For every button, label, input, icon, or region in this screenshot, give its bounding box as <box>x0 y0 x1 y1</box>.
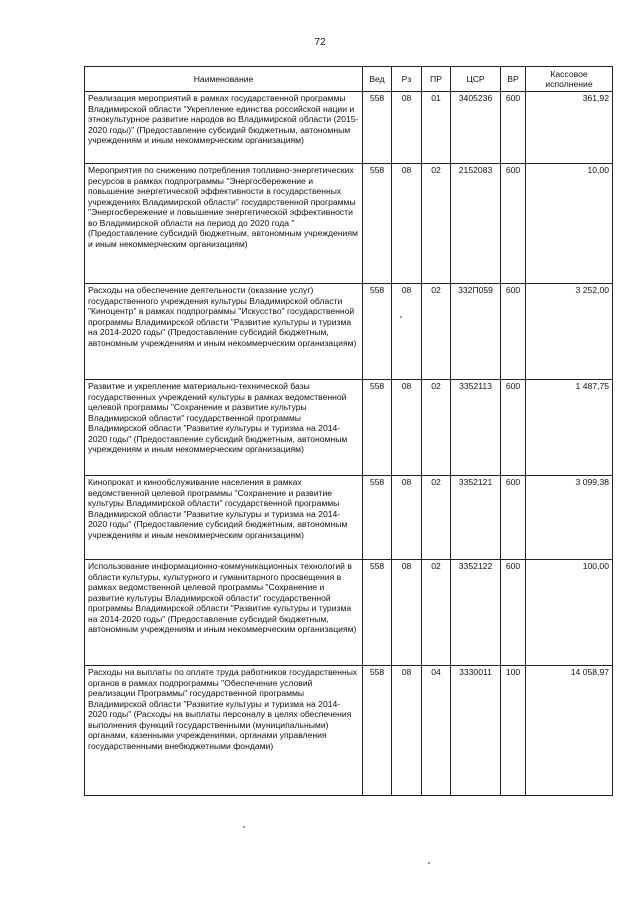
row-name: Использование информационно-коммуникационных технологий в области культуры, культурного и гуманитарного просвещения в рамках ведомственной целевой программы "Сохранение и развитие культуры Владимирской области" государственной программы Владимирской области "Развитие культуры и туризма на 2014-2020 годы" (Предоставление субсидий бюджетным, автономным учреждениям и иным некоммерческим организациям) <box>85 560 363 666</box>
row-vr: 600 <box>501 560 526 666</box>
row-name: Расходы на обеспечение деятельности (оказание услуг) государственного учреждения культуры Владимирской области "Киноцентр" в рамках подпрограммы "Искусство" государственной программы Владимирской области "Развитие культуры и туризма на 2014-2020 годы" (Предоставление субсидий бюджетным, автономным учреждениям и иным некоммерческим организациям) <box>85 284 363 380</box>
row-pr: 02 <box>422 284 451 380</box>
row-vr: 600 <box>501 476 526 560</box>
row-rz: 08 <box>392 666 422 796</box>
header-rz: Рз <box>392 67 422 92</box>
row-vr: 600 <box>501 380 526 476</box>
row-csr: 3405236 <box>451 92 501 164</box>
table-row <box>85 666 613 796</box>
row-pr: 02 <box>422 476 451 560</box>
row-pr: 02 <box>422 380 451 476</box>
row-pr: 04 <box>422 666 451 796</box>
row-rz: 08 <box>392 92 422 164</box>
row-name: Мероприятия по снижению потребления топливно-энергетических ресурсов в рамках подпрограммы "Энергосбережение и повышение энергетической эффективности в государственных учреждениях Владимирской области" государственной программы "Энергосбережение и повышение энергетической эффективности во Владимирской области на период до 2020 года " (Предоставление субсидий бюджетным, автономным учреждениям и иным некоммерческим организациям) <box>85 164 363 284</box>
row-amount: 361,92 <box>526 92 613 164</box>
table-row <box>85 284 613 380</box>
row-vr: 100 <box>501 666 526 796</box>
table-row <box>85 164 613 284</box>
scan-speck <box>243 826 245 828</box>
row-rz: 08 <box>392 164 422 284</box>
row-name: Развитие и укрепление материально-технической базы государственных учреждений культуры в рамках ведомственной целевой программы "Сохранение и развитие культуры Владимирской области" государственной программы Владимирской области "Развитие культуры и туризма на 2014-2020 годы" (Предоставление субсидий бюджетным, автономным учреждениям и иным некоммерческим организациям) <box>85 380 363 476</box>
row-pr: 01 <box>422 92 451 164</box>
row-amount: 10,00 <box>526 164 613 284</box>
row-csr: 3352122 <box>451 560 501 666</box>
row-csr: 3352121 <box>451 476 501 560</box>
row-rz: 08 <box>392 284 422 380</box>
header-amount: Кассовое исполнение <box>526 67 613 92</box>
row-amount: 3 252,00 <box>526 284 613 380</box>
row-ved: 558 <box>363 92 392 164</box>
table-header-row <box>85 67 613 92</box>
row-csr: 3352113 <box>451 380 501 476</box>
row-rz: 08 <box>392 560 422 666</box>
row-ved: 558 <box>363 666 392 796</box>
header-csr: ЦСР <box>451 67 501 92</box>
row-vr: 600 <box>501 284 526 380</box>
row-name: Кинопрокат и кинообслуживание населения в рамках ведомственной целевой программы "Сохранение и развитие культуры Владимирской области" государственной программы Владимирской области "Развитие культуры и туризма на 2014-2020 годы" (Предоставление субсидий бюджетным, автономным учреждениям и иным некоммерческим организациям) <box>85 476 363 560</box>
header-vr: ВР <box>501 67 526 92</box>
row-rz: 08 <box>392 380 422 476</box>
row-amount: 14 058,97 <box>526 666 613 796</box>
page-number: 72 <box>314 37 326 48</box>
row-csr: 3330011 <box>451 666 501 796</box>
row-pr: 02 <box>422 164 451 284</box>
expenditure-table <box>84 66 613 796</box>
table-row <box>85 476 613 560</box>
row-amount: 1 487,75 <box>526 380 613 476</box>
table-row <box>85 92 613 164</box>
scan-speck <box>428 862 430 864</box>
row-ved: 558 <box>363 380 392 476</box>
table-row <box>85 560 613 666</box>
row-amount: 3 099,38 <box>526 476 613 560</box>
row-ved: 558 <box>363 560 392 666</box>
header-pr: ПР <box>422 67 451 92</box>
scan-speck <box>400 316 402 318</box>
row-ved: 558 <box>363 476 392 560</box>
row-vr: 600 <box>501 164 526 284</box>
row-name: Реализация мероприятий в рамках государственной программы Владимирской области "Укрепление единства российской нации и этнокультурное развитие народов во Владимирской области (2015-2020 годы)" (Предоставление субсидий бюджетным, автономным учреждениям и иным некоммерческим организациям) <box>85 92 363 164</box>
row-vr: 600 <box>501 92 526 164</box>
header-name: Наименование <box>85 67 363 92</box>
row-pr: 02 <box>422 560 451 666</box>
row-csr: 2152083 <box>451 164 501 284</box>
row-ved: 558 <box>363 164 392 284</box>
row-csr: 332П059 <box>451 284 501 380</box>
row-amount: 100,00 <box>526 560 613 666</box>
row-name: Расходы на выплаты по оплате труда работников государственных органов в рамках подпрограммы "Обеспечение условий реализации Программы" государственной программы Владимирской области "Развитие культуры и туризма на 2014-2020 годы" (Расходы на выплаты персоналу в целях обеспечения выполнения функций государственными (муниципальными) органами, казенными учреждениями, органами управления государственными внебюджетными фондами) <box>85 666 363 796</box>
row-rz: 08 <box>392 476 422 560</box>
table-row <box>85 380 613 476</box>
header-ved: Вед <box>363 67 392 92</box>
row-ved: 558 <box>363 284 392 380</box>
